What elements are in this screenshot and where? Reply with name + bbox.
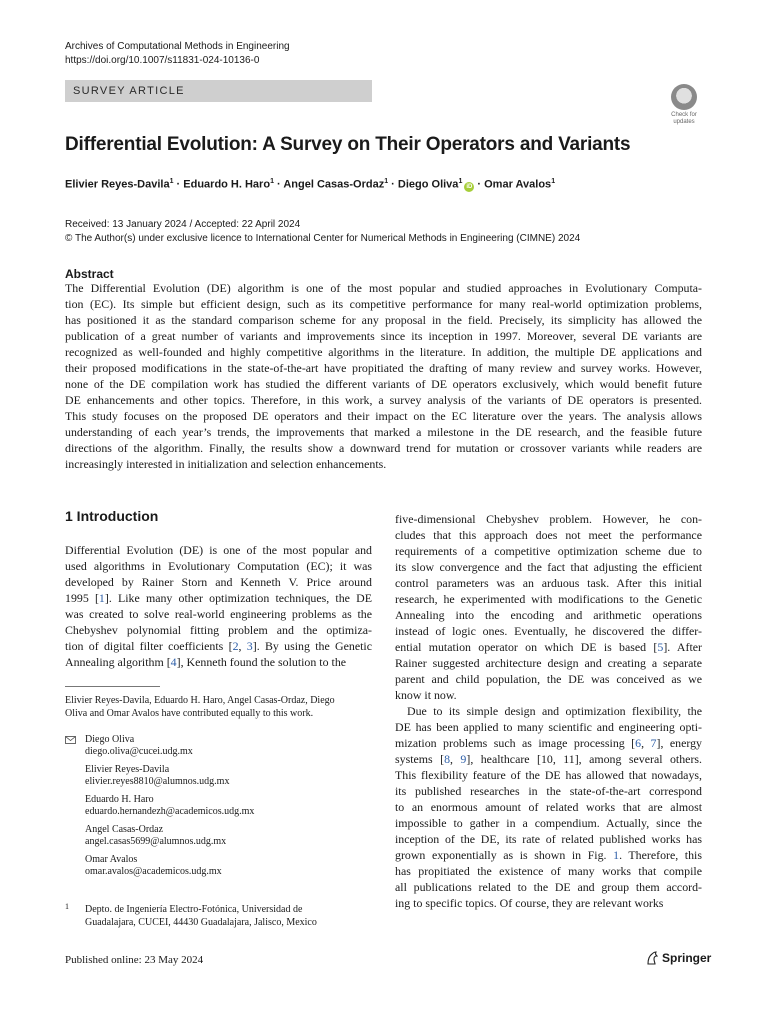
springer-horse-icon: [646, 951, 658, 965]
abstract-body: [65, 280, 702, 472]
check-updates-icon: [671, 84, 697, 110]
abstract-line: has positioned it as the standard comparison scheme for any proposal in the field. Precisely, its simplicity has allowed the: [65, 313, 702, 327]
author-affiliation-sup: 1: [270, 178, 274, 185]
check-for-updates-badge[interactable]: [664, 84, 704, 126]
publisher-name: Springer: [662, 951, 712, 965]
doi-link[interactable]: https://doi.org/10.1007/s11831-024-10136-0: [65, 55, 260, 66]
abstract-line: This study focuses on the proposed DE operators and their impact on the EC literature over the years. The analysis allows: [65, 409, 702, 423]
abstract-heading: Abstract: [65, 267, 114, 281]
body-line: mization problems such as image processing [6, 7], energy: [395, 736, 703, 750]
footnote-line: Oliva and Omar Avalos have contributed equally to this work.: [65, 708, 314, 719]
body-line: has propitiated the existence of many works that compile: [395, 864, 702, 878]
abstract-line: tion (EC). Its simple but efficient design, such as its competitive performance for many real-world optimization problems,: [65, 297, 702, 311]
citation-link[interactable]: 1: [613, 848, 620, 862]
citation-link[interactable]: 8: [444, 752, 451, 766]
footnote-divider: [65, 686, 160, 687]
body-line: This flexibility feature of the DE has allowed that nowadays,: [395, 768, 702, 782]
body-line: control parameters was an arduous task. After this initial: [395, 576, 702, 590]
body-line: Due to its simple design and optimization flexibility, the: [407, 704, 702, 718]
body-line: impossible to gather in a compendium. Actually, since the: [395, 816, 702, 830]
journal-name: Archives of Computational Methods in Engineering: [65, 41, 290, 52]
publisher-logo: [646, 951, 711, 965]
body-line: Differential Evolution (DE) is one of the most popular and: [65, 543, 372, 557]
author-affiliation-sup: 1: [458, 178, 463, 185]
body-line: all publications related to the DE and group them accord-: [395, 880, 702, 894]
received-accepted: Received: 13 January 2024 / Accepted: 22 April 2024: [65, 219, 301, 230]
contribution-footnote: [65, 694, 335, 720]
citation-link[interactable]: 2: [232, 639, 239, 653]
body-line: instead of logic ones. Eventually, he discovered the differ-: [395, 624, 702, 638]
body-line: ing to specific topics. Of course, they are relevant works: [395, 896, 664, 910]
body-line: Rainer suggested architecture design and creating a separate: [395, 656, 702, 670]
body-line: used algorithms in Evolutionary Computation (EC); it was: [65, 559, 372, 573]
footnote-line: Elivier Reyes-Davila, Eduardo H. Haro, Angel Casas-Ordaz, Diego: [65, 695, 335, 706]
abstract-line: none of the DE compilation work has studied the different variants of DE operators exclusively, which would benefit future: [65, 377, 702, 391]
citation-link[interactable]: 1: [98, 591, 105, 605]
contact-entry: [85, 824, 226, 848]
body-line: tion of digital filter coefficients [2, 3]. By using the Genetic: [65, 639, 372, 653]
body-line: Annealing algorithm [4], Kenneth found the solution to the: [65, 655, 347, 669]
author-name[interactable]: Diego Oliva: [397, 178, 459, 191]
body-line: systems [8, 9], healthcare [10, 11], among several others.: [395, 752, 702, 766]
affiliation-line: Depto. de Ingeniería Electro-Fotónica, Universidad de: [85, 904, 303, 915]
citation-link[interactable]: 4: [170, 655, 177, 669]
author-affiliation-sup: 1: [551, 178, 556, 185]
body-line: DE has been applied to many scientific and engineering opti-: [395, 720, 702, 734]
body-line: Annealing into the encoding and arithmetic operations: [395, 608, 702, 622]
author-list: Elivier Reyes-Davila$^1$ · Eduardo H. Haro$^1$ · Angel Casas-Ordaz$^1$ · Diego Oliva$^1$iD · Omar Avalos$^1$: [65, 178, 556, 191]
affiliation-line: Guadalajara, CUCEI, 44430 Guadalajara, Jalisco, Mexico: [85, 917, 317, 928]
body-line: know it now.: [395, 688, 457, 702]
contact-email[interactable]: omar.avalos@academicos.udg.mx: [85, 866, 222, 877]
citation-link[interactable]: 3: [246, 639, 253, 653]
abstract-line: recognized as well-founded and highly competitive algorithms in the literature. In addition, the multiple DE applications and: [65, 345, 702, 359]
contact-email[interactable]: diego.oliva@cucei.udg.mx: [85, 746, 193, 757]
check-updates-line1: Check for: [671, 112, 697, 118]
author-name[interactable]: Eduardo H. Haro: [183, 178, 271, 191]
body-line: requirements of a competitive optimization scheme due to: [395, 544, 702, 558]
abstract-line: understanding of each year’s trends, the improvements that marked a milestone in the DE research, and the feasible future: [65, 425, 702, 439]
affiliation: [85, 903, 317, 929]
article-dates: [65, 218, 580, 246]
body-line: Chebyshev polynomial fitting problem and the optimiza-: [65, 623, 372, 637]
body-line: to an enormous amount of related works that are almost: [395, 800, 702, 814]
left-column-text: [65, 542, 372, 670]
envelope-icon: [65, 736, 76, 744]
article-title: Differential Evolution: A Survey on Their Operators and Variants: [65, 134, 631, 155]
citation-link[interactable]: 9: [460, 752, 467, 766]
published-date: Published online: 23 May 2024: [65, 954, 204, 966]
contact-name: Eduardo H. Haro: [85, 794, 154, 805]
author-name[interactable]: Elivier Reyes-Davila: [65, 178, 170, 191]
article-type-banner: SURVEY ARTICLE: [65, 80, 372, 102]
check-updates-line2: updates: [673, 119, 695, 125]
body-line: its slow convergence and the fact that adjusting the efficient: [395, 560, 702, 574]
body-line: inception of the DE, its rate of related published works has: [395, 832, 702, 846]
contact-email[interactable]: angel.casas5699@alumnos.udg.mx: [85, 836, 227, 847]
abstract-line: increasingly interested in initialization and selection enhancements.: [65, 457, 387, 471]
body-line: five-dimensional Chebyshev problem. However, he con-: [395, 512, 702, 526]
abstract-line: directions of the algorithm. Finally, the results show a downward trend for mutation or crossover variants while readers are: [65, 441, 702, 455]
body-line: cludes that this approach does not meet the performance: [395, 528, 702, 542]
copyright-line: © The Author(s) under exclusive licence to International Center for Numerical Methods in Engineering (CIMNE) 2024: [65, 233, 581, 244]
contact-entry: [85, 734, 193, 758]
contact-email[interactable]: eduardo.hernandezh@academicos.udg.mx: [85, 806, 255, 817]
body-line: parent and child population, the DE was conceived as we: [395, 672, 702, 686]
author-name[interactable]: Omar Avalos: [484, 178, 552, 191]
abstract-line: their proposed modifications in the state-of-the-art have propitiated the drafting of many review and survey works. However,: [65, 361, 702, 375]
body-line: its published researches in the state-of-the-art correspond: [395, 784, 702, 798]
abstract-line: DE enhancements and other topics. Therefore, in this work, a survey analysis of the variants of DE operators is presented.: [65, 393, 702, 407]
body-line: ential mutation operator on which DE is based [5]. After: [395, 640, 702, 654]
author-name[interactable]: Angel Casas-Ordaz: [283, 178, 385, 191]
citation-link[interactable]: 6: [635, 736, 642, 750]
abstract-line: publication of a great number of variants and improvements since its inception in 1997. Moreover, several DE variants are: [65, 329, 702, 343]
body-line: was created to solve real-world engineering problems as the: [65, 607, 372, 621]
contact-name: Omar Avalos: [85, 854, 138, 865]
contact-name: Diego Oliva: [85, 734, 135, 745]
body-line: research, he experimented with modifications to the Genetic: [395, 592, 702, 606]
orcid-icon[interactable]: iD: [466, 183, 473, 190]
contact-email[interactable]: elivier.reyes8810@alumnos.udg.mx: [85, 776, 230, 787]
journal-header: [65, 40, 290, 68]
contact-name: Angel Casas-Ordaz: [85, 824, 164, 835]
author-affiliation-sup: 1: [169, 178, 174, 185]
body-line: 1995 [1]. Like many other optimization techniques, the DE: [65, 591, 372, 605]
affiliation-number: 1: [65, 902, 69, 911]
contact-entry: [85, 764, 229, 788]
contact-entry: [85, 794, 254, 818]
citation-link[interactable]: 5: [657, 640, 664, 654]
abstract-line: The Differential Evolution (DE) algorithm is one of the most popular and studied approaches in Evolutionary Computa-: [65, 281, 702, 295]
body-line: grown exponentially as is shown in Fig. 1. Therefore, this: [395, 848, 702, 862]
body-line: developed by Rainer Storn and Kenneth V. Price around: [65, 575, 372, 589]
right-column-text: [395, 511, 702, 911]
citation-link[interactable]: 7: [650, 736, 657, 750]
section-heading-introduction: 1 Introduction: [65, 508, 159, 524]
contact-entry: [85, 854, 222, 878]
author-affiliation-sup: 1: [384, 178, 389, 185]
contact-name: Elivier Reyes-Davila: [85, 764, 170, 775]
